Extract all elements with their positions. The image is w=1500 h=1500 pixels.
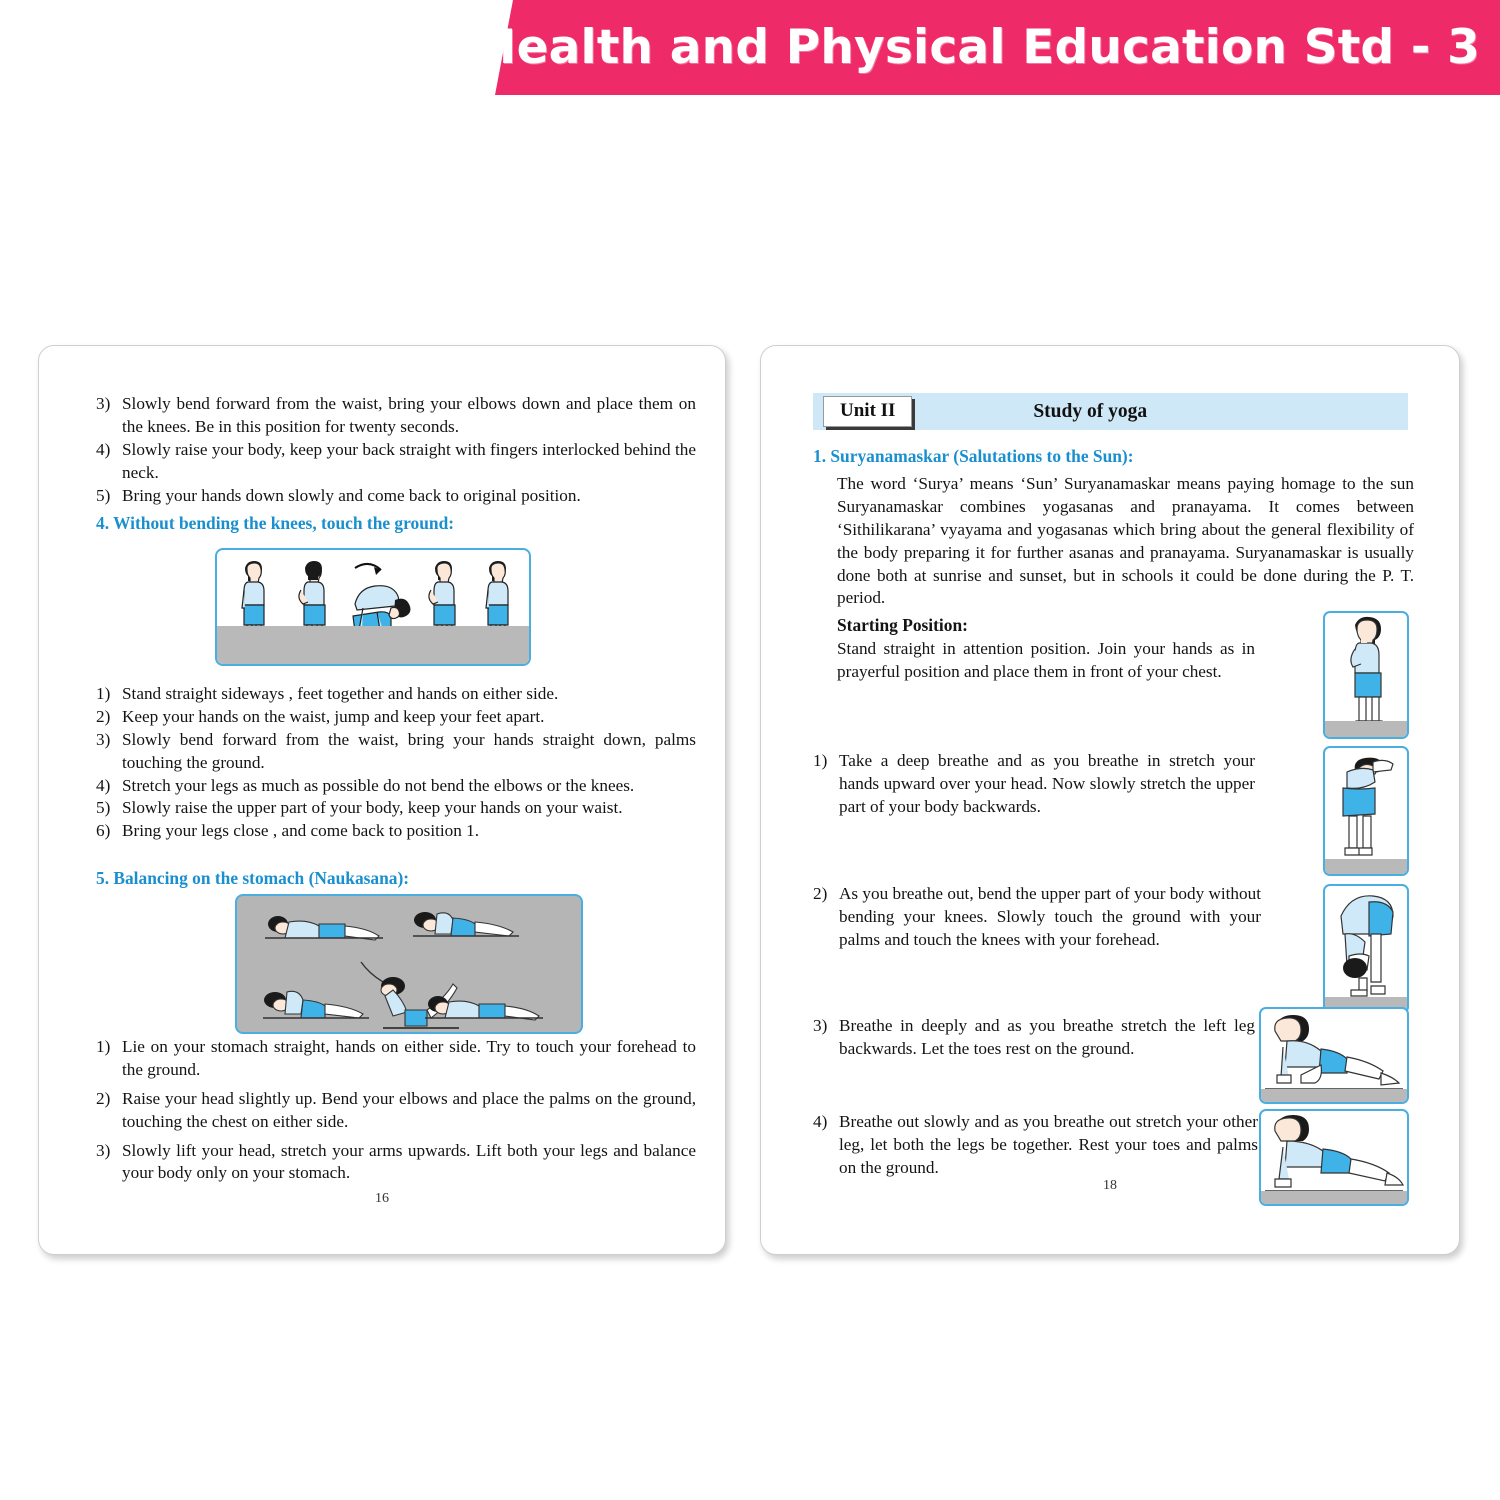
list-item-text: Slowly lift your head, stretch your arms upwards. Lift both your legs and balance your body only on your stomach. bbox=[122, 1140, 696, 1183]
list-item-text: Stand straight sideways , feet together and hands on either side. bbox=[122, 684, 559, 703]
pose-illustration bbox=[1325, 613, 1407, 737]
list-item bbox=[96, 729, 696, 775]
unit-header-bar bbox=[813, 393, 1408, 430]
left-page-card bbox=[38, 345, 726, 1255]
right-page-card bbox=[760, 345, 1460, 1255]
list-item-number: 1) bbox=[96, 684, 111, 703]
list-item-number: 4) bbox=[96, 439, 111, 459]
step-text: Breathe in deeply and as you breathe stretch the left leg backwards. Let the toes rest on the ground. bbox=[839, 1016, 1255, 1058]
heading-naukasana: 5. Balancing on the stomach (Naukasana): bbox=[96, 868, 410, 888]
starting-position-text: Stand straight in attention position. Join your hands as in prayerful position and place them in front of your chest. bbox=[837, 639, 1255, 681]
left-page-number: 16 bbox=[375, 1191, 389, 1206]
figure-touch-the-ground-sequence bbox=[215, 548, 531, 666]
step-item bbox=[813, 1111, 1258, 1180]
step-item bbox=[813, 883, 1261, 952]
pose-illustration bbox=[1325, 886, 1407, 1012]
heading-without-bending-knees: 4. Without bending the knees, touch the ground: bbox=[96, 513, 455, 533]
list-item-number: 3) bbox=[96, 1140, 111, 1160]
list-item-number: 3) bbox=[96, 729, 111, 749]
step-number: 3) bbox=[813, 1016, 828, 1035]
list-item-text: Bring your legs close , and come back to position 1. bbox=[122, 821, 480, 841]
list-item-text: Raise your head slightly up. Bend your elbows and place the palms on the ground, touching the chest on either side. bbox=[122, 1088, 696, 1131]
list-item bbox=[96, 393, 696, 439]
thumbnail-yoga-pose-forward-bend bbox=[1323, 884, 1409, 1014]
list-item-number: 6) bbox=[96, 821, 111, 841]
step-number: 2) bbox=[813, 884, 828, 903]
list-item bbox=[96, 797, 696, 820]
list-item-text: Slowly raise the upper part of your body, keep your hands on your waist. bbox=[122, 798, 623, 818]
list-item-number: 2) bbox=[96, 1088, 111, 1108]
step-item bbox=[813, 750, 1255, 819]
list-item-number: 5) bbox=[96, 485, 111, 505]
list-item-text: Slowly bend forward from the waist, bring your elbows down and place them on the knees. Be in this position for twenty seconds. bbox=[122, 394, 696, 436]
step-number: 4) bbox=[813, 1112, 828, 1131]
list-item-text: Bring your hands down slowly and come back to original position. bbox=[122, 485, 581, 505]
thumb-ground-strip bbox=[1325, 859, 1407, 874]
list-item bbox=[96, 1036, 696, 1082]
suryanamaskar-paragraph: The word ‘Surya’ means ‘Sun’ Suryanamaskar means paying homage to the sun Suryanamaskar combines yogasanas and pranayama. It comes between ‘Sithilikarana’ vyayama and yogasanas which bring about the general flexibility of the body preparing it for further asanas and pranayama. Suryanamaskar is usually done both at sunrise and sunset, but in schools it could be done during the P. T. period. bbox=[837, 474, 1414, 608]
list-item-number: 4) bbox=[96, 775, 111, 795]
unit-label-box: Unit II bbox=[823, 396, 912, 427]
thumbnail-yoga-pose-left-leg-back-lunge bbox=[1259, 1007, 1409, 1104]
step-text: Take a deep breathe and as you breathe in stretch your hands upward over your head. Now slowly stretch the upper part of your body backwards. bbox=[839, 751, 1255, 816]
unit-title: Study of yoga bbox=[1033, 400, 1148, 422]
left-list-c bbox=[96, 1036, 696, 1185]
list-item-number: 2) bbox=[96, 706, 111, 726]
figure-illustration bbox=[237, 896, 581, 1032]
step-number: 1) bbox=[813, 751, 828, 770]
list-item bbox=[96, 1088, 696, 1134]
heading-suryanamaskar: 1. Suryanamaskar (Salutations to the Sun): bbox=[813, 446, 1134, 466]
list-item-text: Keep your hands on the waist, jump and keep your feet apart. bbox=[122, 706, 545, 726]
left-list-a bbox=[96, 393, 696, 507]
list-item-text: Stretch your legs as much as possible do not bend the elbows or the knees. bbox=[122, 775, 635, 795]
list-item bbox=[96, 706, 696, 729]
page-header-banner bbox=[0, 0, 1500, 95]
figure-naukasana-sequence bbox=[235, 894, 583, 1034]
list-item bbox=[96, 1140, 696, 1186]
list-item-number: 1) bbox=[96, 1037, 111, 1056]
list-item-text: Slowly bend forward from the waist, bring your hands straight down, palms touching the ground. bbox=[122, 729, 696, 772]
list-item-number: 5) bbox=[96, 798, 111, 818]
list-item bbox=[96, 439, 696, 485]
step-text: Breathe out slowly and as you breathe out stretch your other leg, let both the legs be together. Rest your toes and palms on the ground. bbox=[839, 1112, 1258, 1177]
list-item bbox=[96, 820, 696, 843]
figure-ground-strip bbox=[217, 626, 529, 664]
list-item bbox=[96, 485, 696, 508]
thumb-ground-strip bbox=[1261, 1089, 1407, 1102]
left-list-b bbox=[96, 683, 696, 843]
right-page-number: 18 bbox=[1103, 1178, 1117, 1193]
list-item-text: Lie on your stomach straight, hands on either side. Try to touch your forehead to the ground. bbox=[122, 1037, 696, 1079]
list-item bbox=[96, 683, 696, 706]
banner-title: Health and Physical Education Std - 3 bbox=[477, 20, 1480, 75]
list-item-number: 3) bbox=[96, 394, 111, 413]
pose-illustration bbox=[1325, 748, 1407, 874]
thumbnail-yoga-pose-backward-stretch bbox=[1323, 746, 1409, 876]
step-text: As you breathe out, bend the upper part of your body without bending your knees. Slowly touch the ground with your palms and touch the knees with your forehead. bbox=[839, 884, 1261, 949]
starting-position-heading: Starting Position: bbox=[837, 615, 968, 635]
step-item bbox=[813, 1015, 1255, 1061]
thumb-ground-strip bbox=[1325, 721, 1407, 737]
thumbnail-yoga-pose-prayer-position bbox=[1323, 611, 1409, 739]
list-item bbox=[96, 775, 696, 798]
list-item-text: Slowly raise your body, keep your back straight with fingers interlocked behind the neck. bbox=[122, 439, 696, 482]
